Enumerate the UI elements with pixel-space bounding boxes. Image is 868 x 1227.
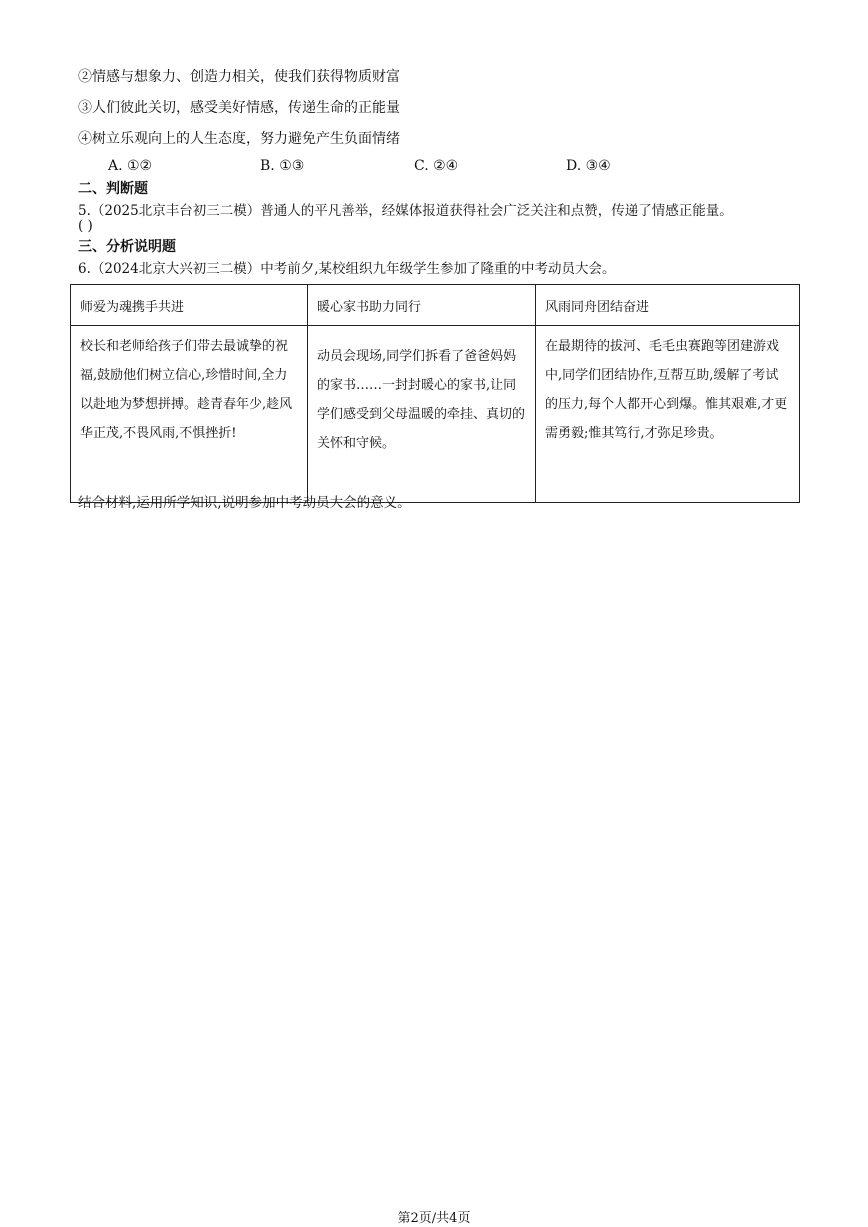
page-footer: 第2页/共4页 [397,1211,471,1226]
question-5-blank: ( ) [78,218,93,234]
option-3: ③人们彼此关切，感受美好情感，传递生命的正能量 [78,100,400,116]
table-cell [71,326,308,503]
table-header-cell: 暖心家书助力同行 [308,285,536,326]
question-6-prompt: 结合材料,运用所学知识,说明参加中考动员大会的意义。 [78,495,411,511]
question-6: 6.（2024北京大兴初三二模）中考前夕,某校组织九年级学生参加了隆重的中考动员大会。 [78,261,616,277]
option-4: ④树立乐观向上的人生态度，努力避免产生负面情绪 [78,131,400,147]
table-header-cell: 师爱为魂携手共进 [71,285,308,326]
choice-d: D. ③④ [566,158,611,174]
answer-choices [108,158,668,178]
table-row [71,326,800,503]
table-header-cell: 风雨同舟团结奋进 [536,285,800,326]
cell-text: 动员会现场,同学们拆看了爸爸妈妈的家书……一封封暖心的家书,让同学们感受到父母温暖的牵挂、真切的关怀和守候。 [317,349,526,451]
question-5: 5.（2025北京丰台初三二模）普通人的平凡善举，经媒体报道获得社会广泛关注和点赞，传递了情感正能量。 [78,203,733,219]
choice-c: C. ②④ [414,158,459,174]
cell-text: 在最期待的拔河、毛毛虫赛跑等团建游戏中,同学们团结协作,互帮互助,缓解了考试的压力,每个人都开心到爆。惟其艰难,才更需勇毅;惟其笃行,才弥足珍贵。 [545,339,788,441]
material-table [70,284,800,503]
cell-text: 校长和老师给孩子们带去最诚挚的祝福,鼓励他们树立信心,珍惜时间,全力以赴地为梦想拼搏。趁青春年少,趁风华正茂,不畏风雨,不惧挫折! [80,339,293,441]
choice-a: A. ①② [108,158,153,174]
section-title-judgement: 二、判断题 [78,181,148,197]
table-header-row [71,285,800,326]
table-cell [536,326,800,503]
section-title-analysis: 三、分析说明题 [78,239,176,255]
choice-b: B. ①③ [260,158,305,174]
table-cell [308,326,536,503]
option-2: ②情感与想象力、创造力相关，使我们获得物质财富 [78,69,400,85]
